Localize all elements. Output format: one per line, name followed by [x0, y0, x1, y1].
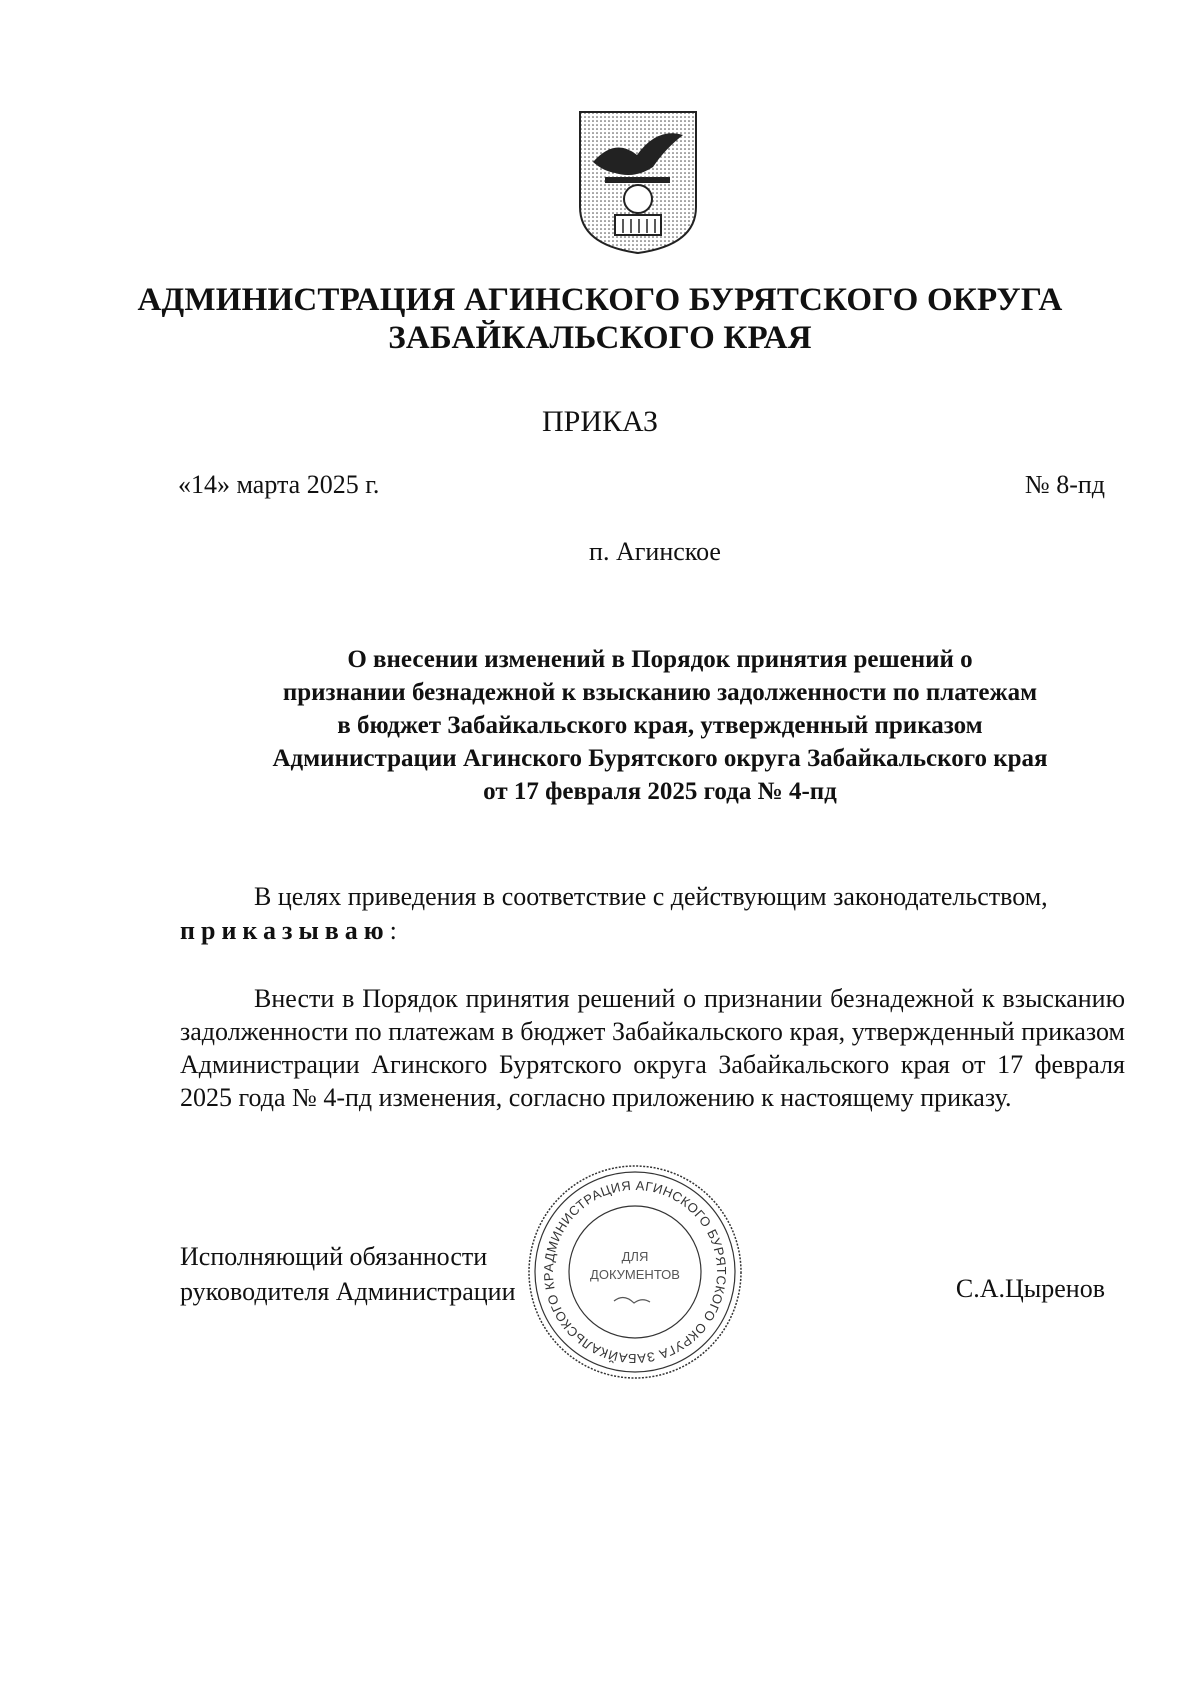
- order-word: приказываю: [180, 916, 390, 945]
- stamp-center-line1: ДЛЯ: [621, 1249, 649, 1264]
- preamble-paragraph: В целях приведения в соответствие с действующим законодательством,: [254, 882, 1048, 911]
- title-line: от 17 февраля 2025 года № 4-пд: [483, 778, 837, 805]
- coat-of-arms-emblem: [575, 107, 701, 255]
- signatory-role-line2: руководителя Администрации: [180, 1277, 516, 1306]
- title-line: Администрации Агинского Бурятского округа Забайкальского края: [272, 745, 1048, 772]
- signatory-role: [180, 1239, 516, 1309]
- document-date: «14» марта 2025 г.: [178, 470, 380, 499]
- signatory-name: С.А.Цыренов: [955, 1274, 1105, 1303]
- title-line: О внесении изменений в Порядок принятия решений о: [347, 646, 973, 673]
- document-type: ПРИКАЗ: [542, 405, 658, 438]
- organization-name-line1: АДМИНИСТРАЦИЯ АГИНСКОГО БУРЯТСКОГО ОКРУГА: [137, 282, 1063, 318]
- official-stamp: [524, 1161, 746, 1383]
- stamp-ring-text: АДМИНИСТРАЦИЯ АГИНСКОГО БУРЯТСКОГО ОКРУГА ЗАБАЙКАЛЬСКОГО КР: [540, 1177, 730, 1367]
- order-statement: [180, 914, 397, 948]
- organization-name-line2: ЗАБАЙКАЛЬСКОГО КРАЯ: [388, 320, 812, 356]
- signatory-role-line1: Исполняющий обязанности: [180, 1242, 488, 1271]
- title-line: в бюджет Забайкальского края, утвержденный приказом: [337, 712, 983, 739]
- title-line: признании безнадежной к взысканию задолженности по платежам: [282, 679, 1038, 706]
- document-number: № 8-пд: [1024, 470, 1105, 499]
- document-title: [180, 643, 1140, 808]
- main-paragraph: Внести в Порядок принятия решений о признании безнадежной к взысканию задолженности по платежам в бюджет Забайкальского края, утвержденный приказом Администрации Агинского Бурятского округа Забайкальского края от 17 февраля 2025 года № 4-пд изменения, согласно приложению к настоящему приказу.: [180, 984, 1125, 1112]
- stamp-center-line2: ДОКУМЕНТОВ: [590, 1267, 680, 1282]
- order-suffix: :: [389, 916, 397, 945]
- document-place: п. Агинское: [589, 537, 721, 566]
